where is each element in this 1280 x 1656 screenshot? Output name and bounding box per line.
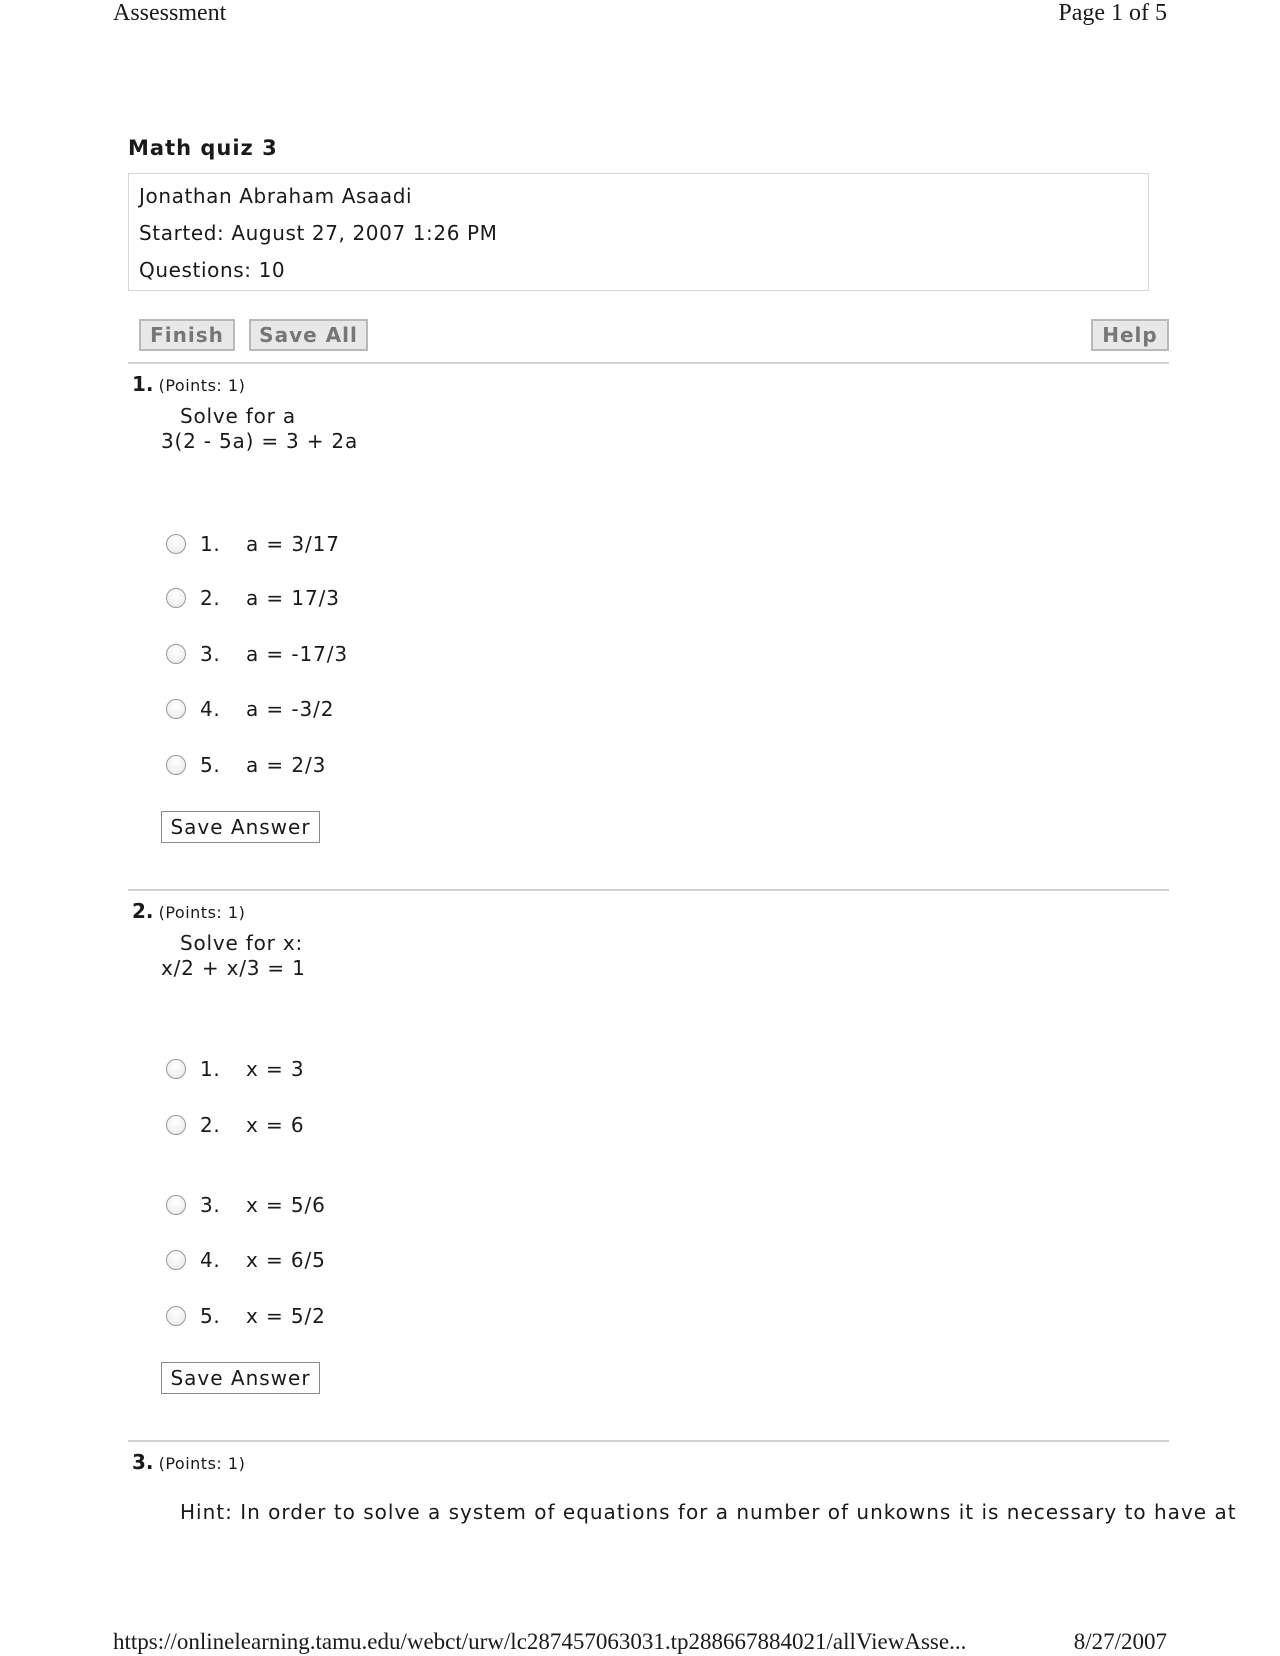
option-number: 2. — [200, 1113, 221, 1137]
radio-button-icon[interactable] — [166, 1195, 186, 1215]
student-name: Jonathan Abraham Asaadi — [139, 184, 413, 208]
question-2-equation: x/2 + x/3 = 1 — [161, 956, 306, 980]
question-1-prompt: Solve for a — [180, 404, 296, 428]
question-points: (Points: 1) — [158, 376, 246, 395]
q1-option-3[interactable] — [166, 641, 348, 667]
q1-option-2[interactable] — [166, 585, 340, 611]
option-text: a = 17/3 — [246, 586, 340, 610]
finish-button[interactable]: Finish — [139, 319, 235, 351]
divider — [128, 889, 1169, 891]
divider — [128, 1440, 1169, 1442]
option-text: x = 5/2 — [246, 1304, 326, 1328]
radio-button-icon[interactable] — [166, 1306, 186, 1326]
option-text: a = 2/3 — [246, 753, 327, 777]
q2-option-3[interactable] — [166, 1192, 326, 1218]
option-number: 4. — [200, 1248, 221, 1272]
option-number: 5. — [200, 753, 221, 777]
question-number: 2. — [132, 899, 154, 923]
question-count: Questions: 10 — [139, 258, 286, 282]
q1-option-1[interactable] — [166, 531, 340, 557]
started-time: Started: August 27, 2007 1:26 PM — [139, 221, 498, 245]
question-points: (Points: 1) — [158, 903, 246, 922]
q2-option-4[interactable] — [166, 1247, 326, 1273]
help-button[interactable]: Help — [1091, 319, 1169, 351]
q2-save-answer-button[interactable]: Save Answer — [161, 1362, 320, 1394]
print-header-page: Page 1 of 5 — [1058, 0, 1167, 26]
option-text: x = 3 — [246, 1057, 305, 1081]
print-footer-date: 8/27/2007 — [1073, 1629, 1167, 1654]
option-text: x = 6/5 — [246, 1248, 326, 1272]
option-number: 3. — [200, 1193, 221, 1217]
q2-option-5[interactable] — [166, 1303, 326, 1329]
radio-button-icon[interactable] — [166, 1115, 186, 1135]
option-number: 4. — [200, 697, 221, 721]
option-text: x = 5/6 — [246, 1193, 326, 1217]
question-3-header — [132, 1450, 245, 1474]
question-2-prompt: Solve for x: — [180, 931, 304, 955]
divider — [128, 362, 1169, 364]
save-all-button[interactable]: Save All — [249, 319, 368, 351]
question-3-hint: Hint: In order to solve a system of equations for a number of unkowns it is necessary to have at — [180, 1500, 1237, 1524]
question-2-header — [132, 899, 245, 923]
radio-button-icon[interactable] — [166, 644, 186, 664]
radio-button-icon[interactable] — [166, 755, 186, 775]
option-number: 5. — [200, 1304, 221, 1328]
option-text: x = 6 — [246, 1113, 305, 1137]
radio-button-icon[interactable] — [166, 1059, 186, 1079]
radio-button-icon[interactable] — [166, 699, 186, 719]
q1-save-answer-button[interactable]: Save Answer — [161, 811, 320, 843]
option-text: a = -17/3 — [246, 642, 348, 666]
option-number: 2. — [200, 586, 221, 610]
question-1-header — [132, 372, 245, 396]
print-header-title: Assessment — [113, 0, 227, 26]
q2-option-1[interactable] — [166, 1056, 305, 1082]
question-1-equation: 3(2 - 5a) = 3 + 2a — [161, 429, 359, 453]
question-number: 3. — [132, 1450, 154, 1474]
q1-option-5[interactable] — [166, 752, 327, 778]
option-number: 1. — [200, 532, 221, 556]
option-number: 3. — [200, 642, 221, 666]
option-number: 1. — [200, 1057, 221, 1081]
quiz-info-box — [128, 173, 1149, 291]
radio-button-icon[interactable] — [166, 534, 186, 554]
radio-button-icon[interactable] — [166, 1250, 186, 1270]
print-footer-url: https://onlinelearning.tamu.edu/webct/urw/lc287457063031.tp288667884021/allViewAsse... — [113, 1629, 967, 1654]
option-text: a = 3/17 — [246, 532, 340, 556]
q2-option-2[interactable] — [166, 1112, 305, 1138]
page-title: Math quiz 3 — [128, 136, 278, 160]
question-number: 1. — [132, 372, 154, 396]
q1-option-4[interactable] — [166, 696, 335, 722]
radio-button-icon[interactable] — [166, 588, 186, 608]
option-text: a = -3/2 — [246, 697, 335, 721]
question-points: (Points: 1) — [158, 1454, 246, 1473]
